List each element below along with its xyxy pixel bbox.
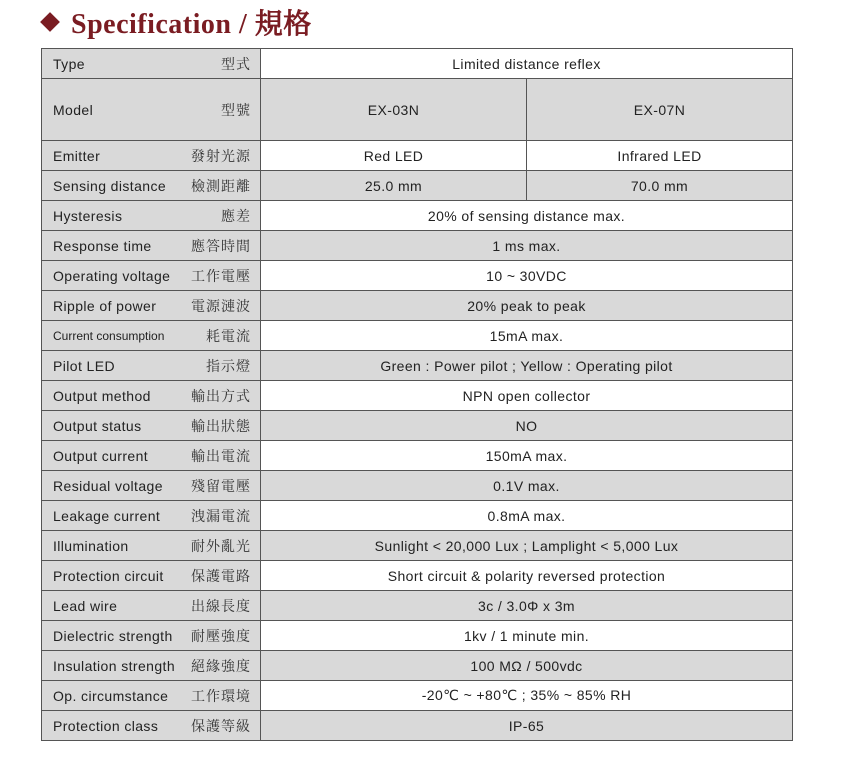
row-label-zh: 應答時間 — [191, 238, 251, 255]
row-protection-class — [42, 711, 793, 741]
row-label-zh: 指示燈 — [206, 358, 251, 375]
row-label: Emitter — [53, 147, 101, 164]
row-illumination — [42, 531, 793, 561]
section-heading — [40, 4, 312, 40]
row-pilot-led — [42, 351, 793, 381]
row-label-zh: 檢測距離 — [191, 178, 251, 195]
row-output-method — [42, 381, 793, 411]
row-value: 10 ~ 30VDC — [261, 261, 793, 291]
specification-table — [41, 48, 793, 741]
row-lead-wire — [42, 591, 793, 621]
row-label-zh: 耗電流 — [206, 328, 251, 345]
row-label: Lead wire — [53, 597, 118, 614]
row-label: Model — [53, 101, 94, 118]
row-label-zh: 型號 — [221, 102, 251, 119]
row-label: Residual voltage — [53, 477, 163, 494]
row-dielectric-strength — [42, 621, 793, 651]
row-label-zh: 輸出方式 — [191, 388, 251, 405]
row-current-consumption — [42, 321, 793, 351]
row-label: Operating voltage — [53, 267, 171, 284]
row-label: Sensing distance — [53, 177, 167, 194]
row-label-zh: 保護等級 — [191, 718, 251, 735]
page-title: Specification / 規格 — [71, 9, 312, 40]
row-value: 20% of sensing distance max. — [261, 201, 793, 231]
row-value: 1kv / 1 minute min. — [261, 621, 793, 651]
row-operating-voltage — [42, 261, 793, 291]
row-label: Current consumption — [53, 328, 165, 343]
row-label-zh: 殘留電壓 — [191, 478, 251, 495]
row-label: Output current — [53, 447, 149, 464]
row-label-zh: 應差 — [221, 208, 251, 225]
row-value: 0.1V max. — [261, 471, 793, 501]
row-value: Green : Power pilot ; Yellow : Operating pilot — [261, 351, 793, 381]
model-ex-07n: EX-07N — [527, 79, 793, 141]
diamond-bullet-icon — [40, 12, 60, 32]
row-output-status — [42, 411, 793, 441]
row-insulation-strength — [42, 651, 793, 681]
row-value-ex-03n: Red LED — [261, 141, 527, 171]
row-label-zh: 電源漣波 — [191, 298, 251, 315]
row-value: NPN open collector — [261, 381, 793, 411]
row-value: Short circuit & polarity reversed protection — [261, 561, 793, 591]
row-label-zh: 發射光源 — [191, 148, 251, 165]
row-model — [42, 79, 793, 141]
row-label: Response time — [53, 237, 152, 254]
row-label: Ripple of power — [53, 297, 157, 314]
row-label: Illumination — [53, 537, 129, 554]
row-value: Sunlight < 20,000 Lux ; Lamplight < 5,000 Lux — [261, 531, 793, 561]
row-label: Dielectric strength — [53, 627, 173, 644]
row-label-zh: 輸出電流 — [191, 448, 251, 465]
row-value: 1 ms max. — [261, 231, 793, 261]
row-protection-circuit — [42, 561, 793, 591]
row-label-zh: 耐外亂光 — [191, 538, 251, 555]
row-output-current — [42, 441, 793, 471]
row-label: Op. circumstance — [53, 687, 169, 704]
row-label: Insulation strength — [53, 657, 176, 674]
row-value: Limited distance reflex — [261, 49, 793, 79]
row-label-zh: 工作環境 — [191, 688, 251, 705]
row-label: Pilot LED — [53, 357, 115, 374]
row-value: 3c / 3.0Φ x 3m — [261, 591, 793, 621]
row-value-ex-03n: 25.0 mm — [261, 171, 527, 201]
row-label-zh: 絕緣強度 — [191, 658, 251, 675]
row-op-circumstance — [42, 681, 793, 711]
row-label: Leakage current — [53, 507, 161, 524]
row-ripple-of-power — [42, 291, 793, 321]
row-label-zh: 型式 — [221, 56, 251, 73]
row-value: 0.8mA max. — [261, 501, 793, 531]
row-type — [42, 49, 793, 79]
row-value: NO — [261, 411, 793, 441]
row-label-zh: 出線長度 — [191, 598, 251, 615]
row-value-ex-07n: Infrared LED — [527, 141, 793, 171]
row-label-zh: 洩漏電流 — [191, 508, 251, 525]
row-hysteresis — [42, 201, 793, 231]
row-residual-voltage — [42, 471, 793, 501]
row-label-zh: 輸出狀態 — [191, 418, 251, 435]
row-label: Output status — [53, 417, 142, 434]
row-value: 20% peak to peak — [261, 291, 793, 321]
row-label: Output method — [53, 387, 151, 404]
row-value: IP-65 — [261, 711, 793, 741]
row-label: Type — [53, 55, 85, 72]
row-label: Protection circuit — [53, 567, 164, 584]
row-leakage-current — [42, 501, 793, 531]
row-response-time — [42, 231, 793, 261]
row-label-zh: 工作電壓 — [191, 268, 251, 285]
row-emitter — [42, 141, 793, 171]
row-label: Protection class — [53, 717, 159, 734]
row-label-zh: 保護電路 — [191, 568, 251, 585]
row-value: -20℃ ~ +80℃ ; 35% ~ 85% RH — [261, 681, 793, 711]
row-value: 15mA max. — [261, 321, 793, 351]
row-label: Hysteresis — [53, 207, 123, 224]
row-sensing-distance — [42, 171, 793, 201]
row-label-zh: 耐壓強度 — [191, 628, 251, 645]
model-ex-03n: EX-03N — [261, 79, 527, 141]
row-value: 150mA max. — [261, 441, 793, 471]
row-value: 100 MΩ / 500vdc — [261, 651, 793, 681]
row-value-ex-07n: 70.0 mm — [527, 171, 793, 201]
